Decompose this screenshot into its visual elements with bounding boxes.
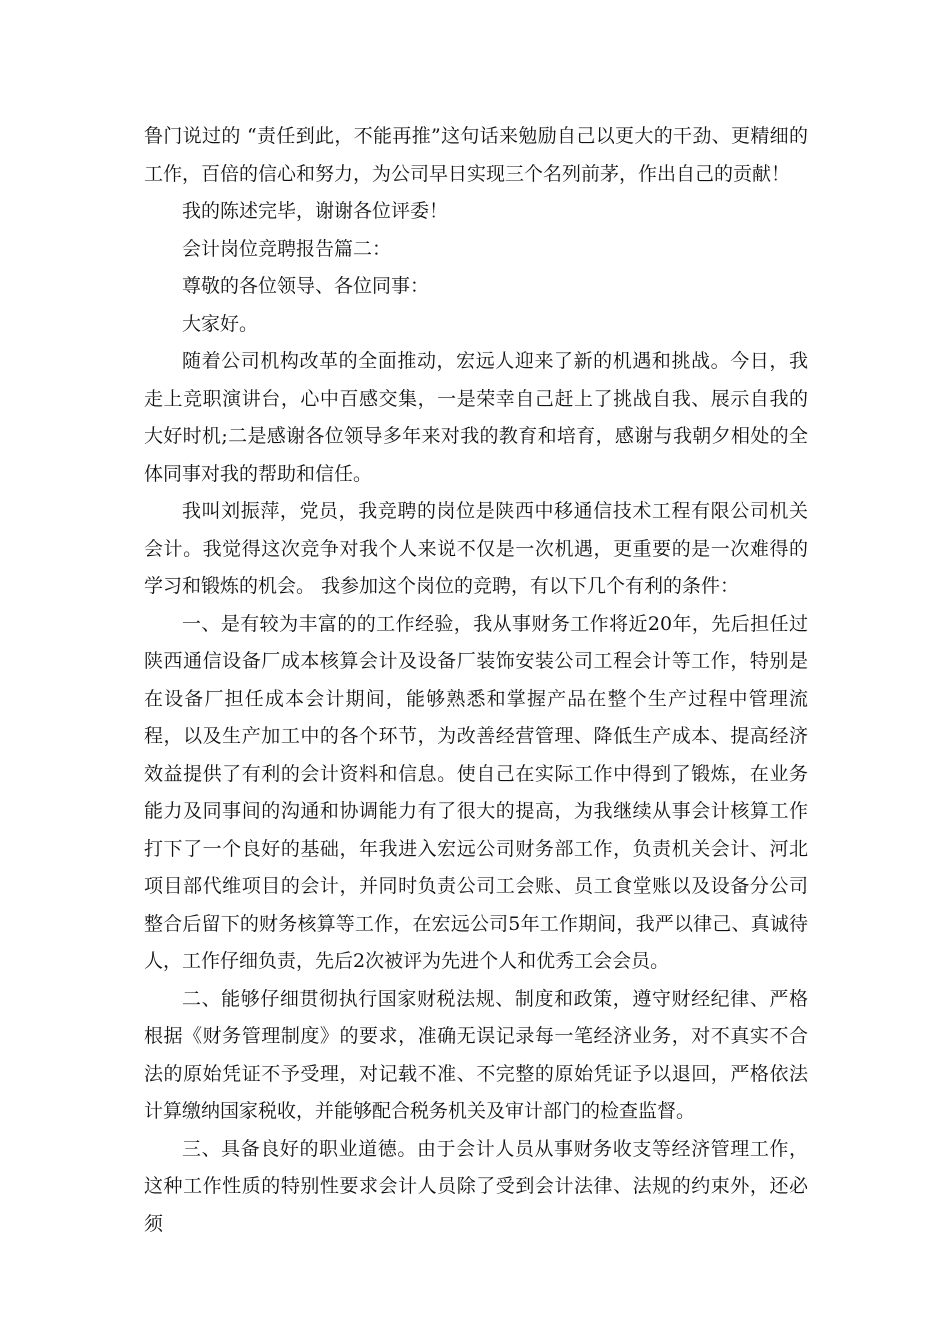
paragraph: 二、能够仔细贯彻执行国家财税法规、制度和政策，遵守财经纪律、严格根据《财务管理制度》的要求，准确无误记录每一笔经济业务，对不真实不合法的原始凭证不予受理，对记载不准、不完整的原始凭证予以退回，严格依法计算缴纳国家税收，并能够配合税务机关及审计部门的检查监督。 <box>144 987 808 1122</box>
paragraph: 鲁门说过的 “责任到此，不能再推”这句话来勉励自己以更大的干劲、更精细的工作，百倍的信心和努力，为公司早日实现三个名列前茅，作出自己的贡献！ <box>144 125 808 185</box>
greeting: 大家好。 <box>182 312 259 335</box>
paragraph: 我的陈述完毕，谢谢各位评委！ <box>182 200 449 222</box>
salutation: 尊敬的各位领导、各位同事： <box>182 275 430 297</box>
document-body <box>144 118 808 1243</box>
paragraph: 三、具备良好的职业道德。由于会计人员从事财务收支等经济管理工作，这种工作性质的特别性要求会计人员除了受到会计法律、法规的约束外，还必须 <box>144 1137 808 1235</box>
paragraph: 随着公司机构改革的全面推动，宏远人迎来了新的机遇和挑战。今日，我走上竞职演讲台，心中百感交集，一是荣幸自己赶上了挑战自我、展示自我的大好时机;二是感谢各位领导多年来对我的教育和培育，感谢与我朝夕相处的全体同事对我的帮助和信任。 <box>144 350 808 485</box>
paragraph: 一、是有较为丰富的的工作经验，我从事财务工作将近20年，先后担任过陕西通信设备厂成本核算会计及设备厂装饰安装公司工程会计等工作，特别是在设备厂担任成本会计期间，能够熟悉和掌握产品在整个生产过程中管理流程，以及生产加工中的各个环节，为改善经营管理、降低生产成本、提高经济效益提供了有利的会计资料和信息。使自己在实际工作中得到了锻炼，在业务能力及同事间的沟通和协调能力有了很大的提高，为我继续从事会计核算工作打下了一个良好的基础，年我进入宏远公司财务部工作，负责机关会计、河北项目部代维项目的会计，并同时负责公司工会账、员工食堂账以及设备分公司整合后留下的财务核算等工作，在宏远公司5年工作期间，我严以律己、真诚待人，工作仔细负责，先后2次被评为先进个人和优秀工会会员。 <box>144 612 808 972</box>
section-title: 会计岗位竞聘报告篇二： <box>182 237 392 260</box>
paragraph: 我叫刘振萍，党员，我竞聘的岗位是陕西中移通信技术工程有限公司机关会计。我觉得这次竞争对我个人来说不仅是一次机遇，更重要的是一次难得的学习和锻炼的机会。 我参加这个岗位的竞聘，有以下几个有利的条件： <box>144 500 808 597</box>
